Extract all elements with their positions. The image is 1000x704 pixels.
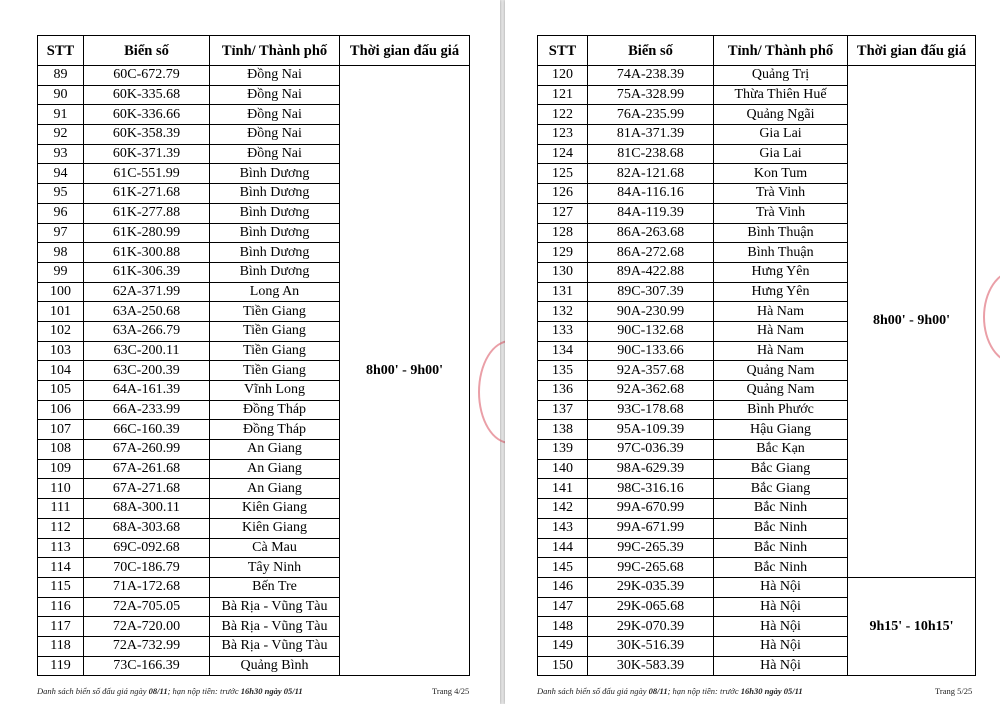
province-cell: Bến Tre xyxy=(210,577,340,597)
stt-cell: 109 xyxy=(38,459,84,479)
province-cell: Hà Nam xyxy=(714,302,848,322)
stt-cell: 116 xyxy=(38,597,84,617)
stt-cell: 105 xyxy=(38,381,84,401)
plate-cell: 98C-316.16 xyxy=(588,479,714,499)
plate-cell: 71A-172.68 xyxy=(84,577,210,597)
plate-cell: 69C-092.68 xyxy=(84,538,210,558)
stt-cell: 121 xyxy=(538,85,588,105)
header-auction-time: Thời gian đấu giá xyxy=(848,36,976,66)
stt-cell: 97 xyxy=(38,223,84,243)
stt-cell: 95 xyxy=(38,184,84,204)
plate-cell: 90A-230.99 xyxy=(588,302,714,322)
province-cell: Tiền Giang xyxy=(210,341,340,361)
stt-cell: 93 xyxy=(38,144,84,164)
table-header-row xyxy=(538,36,976,66)
header-province: Tỉnh/ Thành phố xyxy=(714,36,848,66)
province-cell: Bắc Giang xyxy=(714,459,848,479)
stt-cell: 118 xyxy=(38,636,84,656)
province-cell: Đồng Tháp xyxy=(210,420,340,440)
plate-cell: 66C-160.39 xyxy=(84,420,210,440)
plate-cell: 81A-371.39 xyxy=(588,125,714,145)
plate-cell: 92A-362.68 xyxy=(588,381,714,401)
stt-cell: 91 xyxy=(38,105,84,125)
province-cell: Hưng Yên xyxy=(714,282,848,302)
plate-cell: 92A-357.68 xyxy=(588,361,714,381)
plate-cell: 82A-121.68 xyxy=(588,164,714,184)
stt-cell: 140 xyxy=(538,459,588,479)
plate-cell: 30K-516.39 xyxy=(588,636,714,656)
plate-cell: 99A-670.99 xyxy=(588,499,714,519)
stt-cell: 136 xyxy=(538,381,588,401)
plate-cell: 63C-200.11 xyxy=(84,341,210,361)
province-cell: Bắc Ninh xyxy=(714,518,848,538)
table-row xyxy=(538,577,976,597)
province-cell: Hà Nội xyxy=(714,636,848,656)
province-cell: Bắc Kạn xyxy=(714,440,848,460)
province-cell: An Giang xyxy=(210,440,340,460)
stt-cell: 143 xyxy=(538,518,588,538)
plate-cell: 30K-583.39 xyxy=(588,656,714,676)
plate-cell: 86A-272.68 xyxy=(588,243,714,263)
province-cell: Bà Rịa - Vũng Tàu xyxy=(210,636,340,656)
plate-cell: 89C-307.39 xyxy=(588,282,714,302)
province-cell: Quảng Ngãi xyxy=(714,105,848,125)
stt-cell: 139 xyxy=(538,440,588,460)
province-cell: Kiên Giang xyxy=(210,499,340,519)
table-body xyxy=(538,66,976,676)
stt-cell: 107 xyxy=(38,420,84,440)
plate-cell: 90C-132.68 xyxy=(588,321,714,341)
province-cell: Đồng Nai xyxy=(210,66,340,86)
plate-cell: 60C-672.79 xyxy=(84,66,210,86)
stt-cell: 127 xyxy=(538,203,588,223)
plate-cell: 61K-280.99 xyxy=(84,223,210,243)
province-cell: Bình Dương xyxy=(210,184,340,204)
plate-cell: 72A-705.05 xyxy=(84,597,210,617)
province-cell: Tiền Giang xyxy=(210,361,340,381)
stt-cell: 106 xyxy=(38,400,84,420)
plate-cell: 84A-119.39 xyxy=(588,203,714,223)
table-row xyxy=(538,66,976,86)
plate-cell: 63A-266.79 xyxy=(84,321,210,341)
province-cell: Đồng Nai xyxy=(210,125,340,145)
province-cell: Long An xyxy=(210,282,340,302)
footer-prefix: Danh sách biển số đấu giá ngày xyxy=(537,686,649,696)
stt-cell: 128 xyxy=(538,223,588,243)
plate-cell: 67A-271.68 xyxy=(84,479,210,499)
stt-cell: 131 xyxy=(538,282,588,302)
stt-cell: 129 xyxy=(538,243,588,263)
stt-cell: 132 xyxy=(538,302,588,322)
stt-cell: 99 xyxy=(38,262,84,282)
province-cell: Hà Nam xyxy=(714,341,848,361)
province-cell: Bình Dương xyxy=(210,203,340,223)
stt-cell: 92 xyxy=(38,125,84,145)
plate-cell: 81C-238.68 xyxy=(588,144,714,164)
stt-cell: 122 xyxy=(538,105,588,125)
province-cell: Bình Phước xyxy=(714,400,848,420)
plate-cell: 98A-629.39 xyxy=(588,459,714,479)
footer-middle: ; hạn nộp tiền: trước xyxy=(667,686,741,696)
header-plate: Biển số xyxy=(84,36,210,66)
province-cell: Tiền Giang xyxy=(210,302,340,322)
province-cell: Hà Nội xyxy=(714,577,848,597)
province-cell: Quảng Trị xyxy=(714,66,848,86)
province-cell: An Giang xyxy=(210,459,340,479)
plate-cell: 72A-732.99 xyxy=(84,636,210,656)
plate-cell: 63A-250.68 xyxy=(84,302,210,322)
province-cell: Quảng Nam xyxy=(714,361,848,381)
stt-cell: 111 xyxy=(38,499,84,519)
stt-cell: 150 xyxy=(538,656,588,676)
plate-cell: 61K-306.39 xyxy=(84,262,210,282)
stt-cell: 144 xyxy=(538,538,588,558)
province-cell: Trà Vinh xyxy=(714,184,848,204)
province-cell: Bình Thuận xyxy=(714,223,848,243)
footer-deadline: 16h30 ngày 05/11 xyxy=(240,686,303,696)
province-cell: Hà Nam xyxy=(714,321,848,341)
stt-cell: 96 xyxy=(38,203,84,223)
header-province: Tỉnh/ Thành phố xyxy=(210,36,340,66)
stt-cell: 114 xyxy=(38,558,84,578)
plate-cell: 63C-200.39 xyxy=(84,361,210,381)
province-cell: Thừa Thiên Huế xyxy=(714,85,848,105)
plate-cell: 61K-271.68 xyxy=(84,184,210,204)
province-cell: Bắc Ninh xyxy=(714,499,848,519)
province-cell: Bắc Ninh xyxy=(714,558,848,578)
plate-cell: 99A-671.99 xyxy=(588,518,714,538)
plate-cell: 61C-551.99 xyxy=(84,164,210,184)
stt-cell: 104 xyxy=(38,361,84,381)
plate-cell: 60K-371.39 xyxy=(84,144,210,164)
auction-table-right xyxy=(537,35,976,676)
header-stt: STT xyxy=(538,36,588,66)
province-cell: Kiên Giang xyxy=(210,518,340,538)
province-cell: Tây Ninh xyxy=(210,558,340,578)
plate-cell: 73C-166.39 xyxy=(84,656,210,676)
stt-cell: 147 xyxy=(538,597,588,617)
plate-cell: 60K-335.68 xyxy=(84,85,210,105)
province-cell: Bắc Giang xyxy=(714,479,848,499)
plate-cell: 64A-161.39 xyxy=(84,381,210,401)
province-cell: Bắc Ninh xyxy=(714,538,848,558)
stt-cell: 142 xyxy=(538,499,588,519)
auction-time-cell: 8h00' - 9h00' xyxy=(340,66,470,676)
plate-cell: 90C-133.66 xyxy=(588,341,714,361)
footer-date: 08/11 xyxy=(648,686,668,696)
plate-cell: 60K-336.66 xyxy=(84,105,210,125)
plate-cell: 74A-238.39 xyxy=(588,66,714,86)
footer-date: 08/11 xyxy=(148,686,168,696)
plate-cell: 66A-233.99 xyxy=(84,400,210,420)
plate-cell: 99C-265.68 xyxy=(588,558,714,578)
stt-cell: 117 xyxy=(38,617,84,637)
province-cell: Hà Nội xyxy=(714,617,848,637)
stt-cell: 148 xyxy=(538,617,588,637)
stt-cell: 89 xyxy=(38,66,84,86)
stt-cell: 141 xyxy=(538,479,588,499)
page-number: Trang 5/25 xyxy=(935,686,973,696)
province-cell: Hà Nội xyxy=(714,597,848,617)
plate-cell: 89A-422.88 xyxy=(588,262,714,282)
province-cell: Kon Tum xyxy=(714,164,848,184)
stt-cell: 94 xyxy=(38,164,84,184)
province-cell: Bình Dương xyxy=(210,243,340,263)
plate-cell: 29K-065.68 xyxy=(588,597,714,617)
stt-cell: 110 xyxy=(38,479,84,499)
province-cell: Đồng Nai xyxy=(210,144,340,164)
plate-cell: 29K-035.39 xyxy=(588,577,714,597)
stt-cell: 123 xyxy=(538,125,588,145)
stt-cell: 98 xyxy=(38,243,84,263)
plate-cell: 72A-720.00 xyxy=(84,617,210,637)
table-row xyxy=(38,66,470,86)
province-cell: Tiền Giang xyxy=(210,321,340,341)
auction-time-cell: 8h00' - 9h00' xyxy=(848,66,976,578)
footer-middle: ; hạn nộp tiền: trước xyxy=(167,686,241,696)
province-cell: Hậu Giang xyxy=(714,420,848,440)
province-cell: Quảng Bình xyxy=(210,656,340,676)
stt-cell: 115 xyxy=(38,577,84,597)
plate-cell: 60K-358.39 xyxy=(84,125,210,145)
plate-cell: 61K-300.88 xyxy=(84,243,210,263)
plate-cell: 67A-260.99 xyxy=(84,440,210,460)
stt-cell: 119 xyxy=(38,656,84,676)
stt-cell: 113 xyxy=(38,538,84,558)
stt-cell: 146 xyxy=(538,577,588,597)
stt-cell: 124 xyxy=(538,144,588,164)
province-cell: Đồng Nai xyxy=(210,105,340,125)
province-cell: Hà Nội xyxy=(714,656,848,676)
plate-cell: 70C-186.79 xyxy=(84,558,210,578)
stt-cell: 145 xyxy=(538,558,588,578)
document-page-right xyxy=(505,0,1000,704)
province-cell: Hưng Yên xyxy=(714,262,848,282)
plate-cell: 99C-265.39 xyxy=(588,538,714,558)
stt-cell: 149 xyxy=(538,636,588,656)
plate-cell: 76A-235.99 xyxy=(588,105,714,125)
province-cell: Đồng Tháp xyxy=(210,400,340,420)
stt-cell: 138 xyxy=(538,420,588,440)
auction-time-cell: 9h15' - 10h15' xyxy=(848,577,976,675)
page-footer-note xyxy=(537,686,803,696)
plate-cell: 68A-300.11 xyxy=(84,499,210,519)
stt-cell: 103 xyxy=(38,341,84,361)
province-cell: Bà Rịa - Vũng Tàu xyxy=(210,597,340,617)
plate-cell: 62A-371.99 xyxy=(84,282,210,302)
stt-cell: 126 xyxy=(538,184,588,204)
province-cell: Bà Rịa - Vũng Tàu xyxy=(210,617,340,637)
stt-cell: 134 xyxy=(538,341,588,361)
province-cell: Bình Dương xyxy=(210,223,340,243)
stt-cell: 101 xyxy=(38,302,84,322)
stt-cell: 125 xyxy=(538,164,588,184)
province-cell: Bình Dương xyxy=(210,164,340,184)
auction-table-left xyxy=(37,35,470,676)
plate-cell: 75A-328.99 xyxy=(588,85,714,105)
plate-cell: 95A-109.39 xyxy=(588,420,714,440)
province-cell: Bình Thuận xyxy=(714,243,848,263)
plate-cell: 67A-261.68 xyxy=(84,459,210,479)
plate-cell: 97C-036.39 xyxy=(588,440,714,460)
stt-cell: 135 xyxy=(538,361,588,381)
footer-prefix: Danh sách biển số đấu giá ngày xyxy=(37,686,149,696)
stt-cell: 133 xyxy=(538,321,588,341)
stt-cell: 100 xyxy=(38,282,84,302)
stamp-edge-right xyxy=(983,270,1000,364)
province-cell: Bình Dương xyxy=(210,262,340,282)
header-plate: Biển số xyxy=(588,36,714,66)
table-header-row xyxy=(38,36,470,66)
province-cell: Đồng Nai xyxy=(210,85,340,105)
stt-cell: 137 xyxy=(538,400,588,420)
plate-cell: 84A-116.16 xyxy=(588,184,714,204)
province-cell: Gia Lai xyxy=(714,144,848,164)
province-cell: Vĩnh Long xyxy=(210,381,340,401)
page-number: Trang 4/25 xyxy=(432,686,470,696)
header-auction-time: Thời gian đấu giá xyxy=(340,36,470,66)
plate-cell: 68A-303.68 xyxy=(84,518,210,538)
table-body xyxy=(38,66,470,676)
province-cell: Quảng Nam xyxy=(714,381,848,401)
stt-cell: 102 xyxy=(38,321,84,341)
plate-cell: 29K-070.39 xyxy=(588,617,714,637)
header-stt: STT xyxy=(38,36,84,66)
province-cell: An Giang xyxy=(210,479,340,499)
stt-cell: 112 xyxy=(38,518,84,538)
province-cell: Trà Vinh xyxy=(714,203,848,223)
stt-cell: 130 xyxy=(538,262,588,282)
page-footer-note xyxy=(37,686,303,696)
plate-cell: 61K-277.88 xyxy=(84,203,210,223)
province-cell: Gia Lai xyxy=(714,125,848,145)
stt-cell: 120 xyxy=(538,66,588,86)
province-cell: Cà Mau xyxy=(210,538,340,558)
stt-cell: 108 xyxy=(38,440,84,460)
stt-cell: 90 xyxy=(38,85,84,105)
plate-cell: 93C-178.68 xyxy=(588,400,714,420)
plate-cell: 86A-263.68 xyxy=(588,223,714,243)
footer-deadline: 16h30 ngày 05/11 xyxy=(740,686,803,696)
